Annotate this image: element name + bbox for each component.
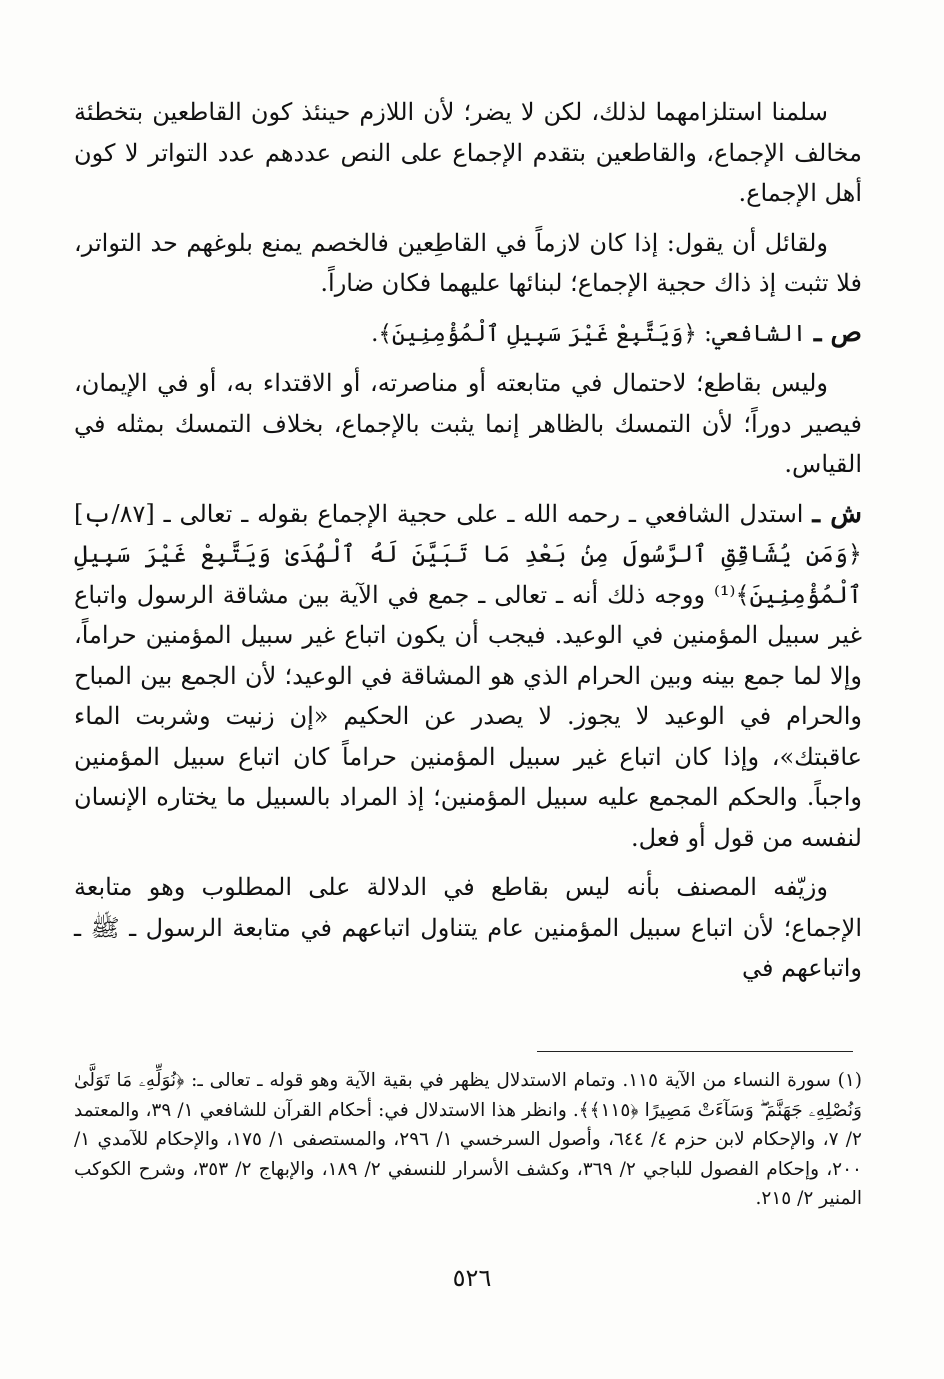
- paragraph-3-text: الشافعي: ﴿وَيَتَّبِعْ غَيْرَ سَبِيلِ ٱلْمُؤْمِنِينَ﴾.: [371, 320, 807, 347]
- paragraph-3: [74, 313, 862, 355]
- footnote-separator: [537, 1051, 853, 1052]
- paragraph-5-text: استدل الشافعي ـ رحمه الله ـ على حجية الإجماع بقوله ـ تعالى ـ [٨٧/ب] ﴿وَمَن يُشَاقِقِ ٱلرَّسُولَ مِنۢ بَعْدِ مَا تَبَيَّنَ لَهُ ٱلْهُدَىٰ وَيَتَّبِعْ غَيْرَ سَبِيلِ ٱلْمُؤْمِنِينَ﴾⁽¹⁾ ووجه ذلك أنه ـ تعالى ـ جمع في الآية بين مشاقة الرسول واتباع غير سبيل المؤمنين في الوعيد. فيجب أن يكون اتباع غير سبيل المؤمنين حراماً، وإلا لما جمع بينه وبين الحرام الذي هو المشاقة في الوعيد؛ لأن الجمع بين المباح والحرام في الوعيد لا يجوز. لا يصدر عن الحكيم «إن زنيت وشربت الماء عاقبتك»، وإذا كان اتباع غير سبيل المؤمنين حراماً كان اتباع سبيل المؤمنين واجباً. والحكم المجمع عليه سبيل المؤمنين؛ إذ المراد بالسبيل ما يختاره الإنسان لنفسه من قول أو فعل.: [74, 499, 863, 852]
- paragraph-2: ولقائل أن يقول: إذا كان لازماً في القاطِعين فالخصم يمنع بلوغهم حد التواتر، فلا تثبت إذ ذاك حجية الإجماع؛ لبنائها عليهما فكان ضاراً.: [74, 228, 862, 297]
- paragraph-4: وليس بقاطع؛ لاحتمال في متابعته أو مناصرته، أو الاقتداء به، أو في الإيمان، فيصير دوراً؛ لأن التمسك بالظاهر إنما يثبت بالإجماع، بخلاف التمسك بمثله في القياس.: [74, 369, 862, 478]
- paragraph-5: [74, 494, 862, 859]
- page-number: ٥٢٦: [452, 1264, 492, 1292]
- main-text: [74, 92, 862, 998]
- paragraph-6: وزيّفه المصنف بأنه ليس بقاطع في الدلالة على المطلوب وهو متابعة الإجماع؛ لأن اتباع سبيل المؤمنين عام يتناول اتباعهم في متابعة الرسول ـ ﷺ ـ واتباعهم في: [74, 873, 862, 982]
- paragraph-1: سلمنا استلزامهما لذلك، لكن لا يضر؛ لأن اللازم حينئذ كون القاطعين بتخطئة مخالف الإجماع، والقاطعين بتقدم الإجماع على النص عددهم عدد التواتر لا كون أهل الإجماع.: [74, 98, 862, 207]
- footnote: (١) سورة النساء من الآية ١١٥. وتمام الاستدلال يظهر في بقية الآية وهو قوله ـ تعالى ـ: ﴿نُوَلِّهِۦ مَا تَوَلَّىٰ وَنُصْلِهِۦ جَهَنَّمَ ۖ وَسَآءَتْ مَصِيرًا ﴿١١٥﴾﴾. وانظر هذا الاستدلال في: أحكام القرآن للشافعي ١/ ٣٩، والمعتمد ٢/ ٧، والإحكام لابن حزم ٤/ ٦٤٤، وأصول السرخسي ١/ ٢٩٦، والمستصفى ١/ ١٧٥، والإحكام للآمدي ١/ ٢٠٠، وإحكام الفصول للباجي ٢/ ٣٦٩، وكشف الأسرار للنسفي ٢/ ١٨٩، والإبهاج ٢/ ٣٥٣، وشرح الكوكب المنير ٢/ ٢١٥.: [74, 1070, 862, 1209]
- sad-marker: ص ـ: [813, 317, 862, 348]
- shin-marker: ش ـ: [812, 498, 862, 529]
